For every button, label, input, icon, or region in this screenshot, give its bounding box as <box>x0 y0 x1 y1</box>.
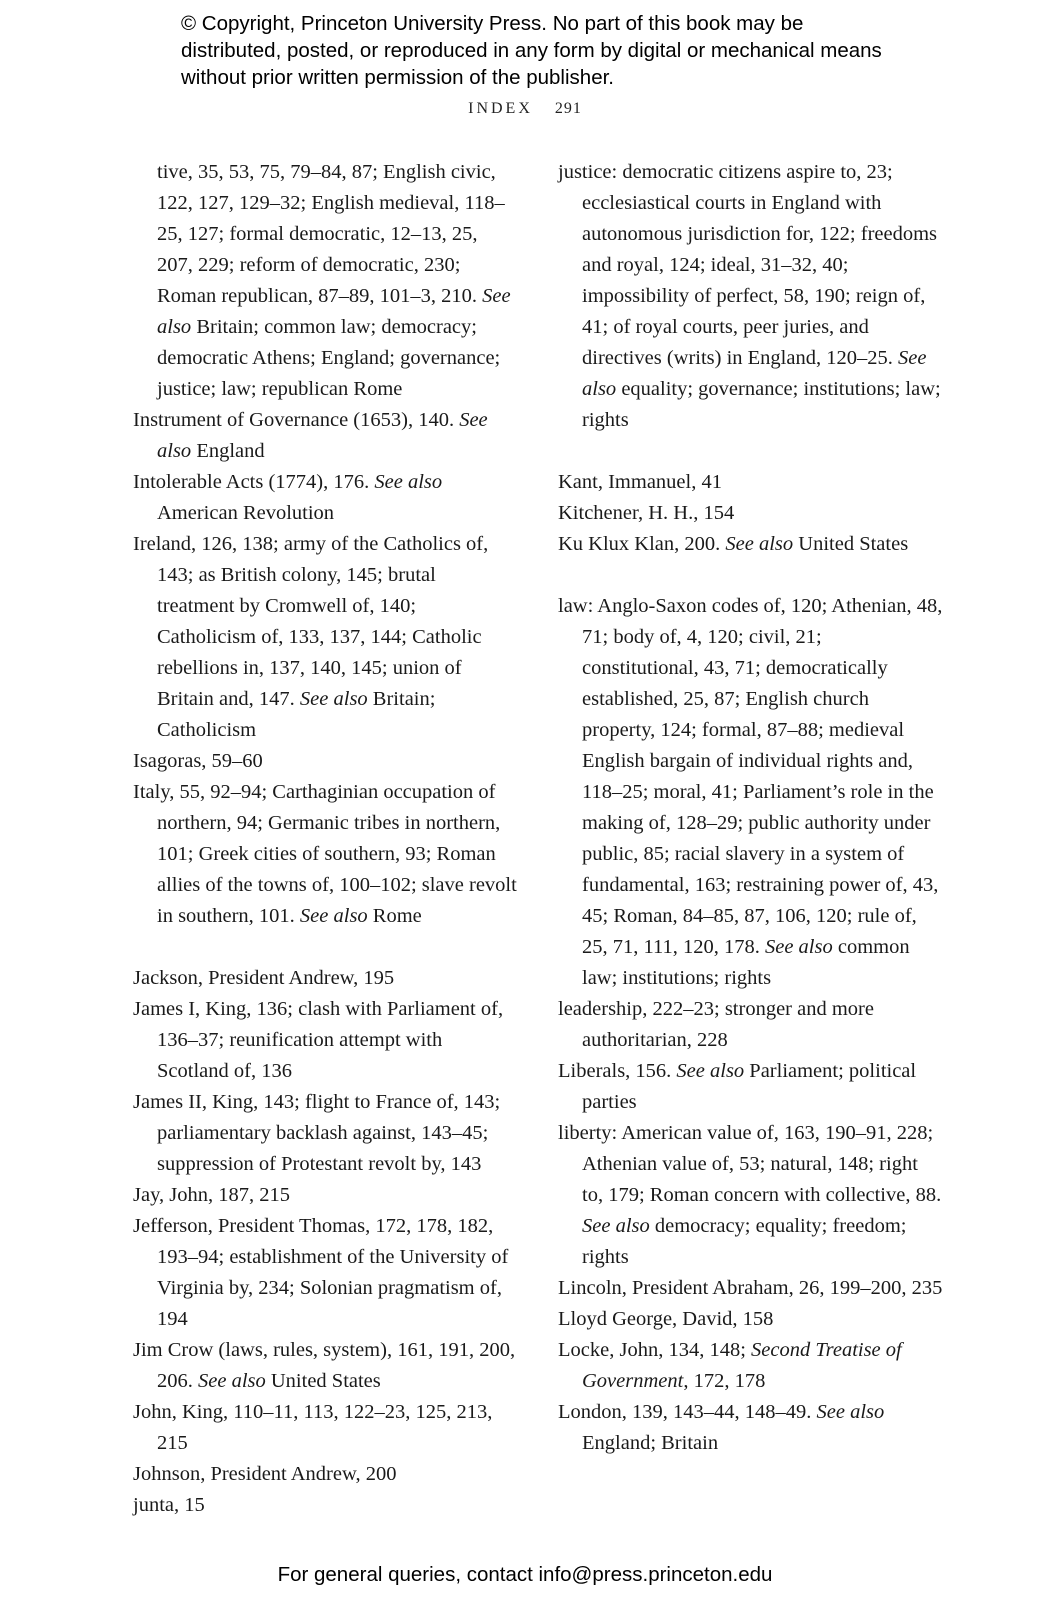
index-entry: Jay, John, 187, 215 <box>133 1184 290 1206</box>
index-entry: Kitchener, H. H., 154 <box>558 502 735 524</box>
running-head <box>0 100 1050 118</box>
index-entry: Jim Crow (laws, rules, system), 161, 191, 200, 206. See also United States <box>133 1339 516 1392</box>
index-entry: Instrument of Governance (1653), 140. See also England <box>133 409 488 462</box>
index-entry: tive, 35, 53, 75, 79–84, 87; English civic, 122, 127, 129–32; English medieval, 118–25, 127; formal democratic, 12–13, 25, 207, 229; reform of democratic, 230; Roman republican, 87–89, 101–3, 210. See also Britain; common law; democracy; democratic Athens; England; governance; justice; law; republican Rome <box>157 161 511 400</box>
index-entry: James I, King, 136; clash with Parliament of, 136–37; reunification attempt with Scotland of, 136 <box>133 998 504 1082</box>
index-entry: Liberals, 156. See also Parliament; political parties <box>558 1060 917 1113</box>
index-entry: Italy, 55, 92–94; Carthaginian occupation of northern, 94; Germanic tribes in northern, 101; Greek cities of southern, 93; Roman allies of the towns of, 100–102; slave revolt in southern, 101. See also Rome <box>133 781 517 927</box>
running-head-title: INDEX <box>468 100 533 117</box>
letter-group-gap <box>558 436 943 467</box>
index-entry: liberty: American value of, 163, 190–91, 228; Athenian value of, 53; natural, 148; right to, 179; Roman concern with collective, 88. See also democracy; equality; freedom; rights <box>558 1122 942 1268</box>
copyright-notice: © Copyright, Princeton University Press. No part of this book may be distributed, posted, or reproduced in any form by digital or mechanical means without prior written permission of the publisher. <box>181 12 882 89</box>
index-entry: Ireland, 126, 138; army of the Catholics of, 143; as British colony, 145; brutal treatment by Cromwell of, 140; Catholicism of, 133, 137, 144; Catholic rebellions in, 137, 140, 145; union of Britain and, 147. See also Britain; Catholicism <box>133 533 489 741</box>
index-entry: junta, 15 <box>133 1494 205 1516</box>
index-entry: law: Anglo-Saxon codes of, 120; Athenian, 48, 71; body of, 4, 120; civil, 21; constitutional, 43, 71; democratically established, 25, 87; English church property, 124; formal, 87–88; medieval English bargain of individual rights and, 118–25; moral, 41; Parliament’s role in the making of, 128–29; public authority under public, 85; racial slavery in a system of fundamental, 163; restraining power of, 43, 45; Roman, 84–85, 87, 106, 120; rule of, 25, 71, 111, 120, 178. See also common law; institutions; rights <box>558 595 943 989</box>
index-entry: justice: democratic citizens aspire to, 23; ecclesiastical courts in England with autonomous jurisdiction for, 122; freedoms and royal, 124; ideal, 31–32, 40; impossibility of perfect, 58, 190; reign of, 41; of royal courts, peer juries, and directives (writs) in England, 120–25. See also equality; governance; institutions; law; rights <box>558 161 941 431</box>
index-entry: Ku Klux Klan, 200. See also United States <box>558 533 909 555</box>
index-entry: Isagoras, 59–60 <box>133 750 263 772</box>
index-entry: London, 139, 143–44, 148–49. See also England; Britain <box>558 1401 885 1454</box>
index-entry: Lloyd George, David, 158 <box>558 1308 774 1330</box>
page-number: 291 <box>554 100 582 117</box>
index-column-right <box>558 157 943 1459</box>
index-entry: Jackson, President Andrew, 195 <box>133 967 395 989</box>
index-entry: Lincoln, President Abraham, 26, 199–200, 235 <box>558 1277 943 1299</box>
index-entry: Kant, Immanuel, 41 <box>558 471 722 493</box>
index-entry: John, King, 110–11, 113, 122–23, 125, 213, 215 <box>133 1401 493 1454</box>
index-entry: Intolerable Acts (1774), 176. See also American Revolution <box>133 471 443 524</box>
footer-contact: For general queries, contact info@press.princeton.edu <box>277 1563 773 1586</box>
letter-group-gap <box>558 560 943 591</box>
index-entry: leadership, 222–23; stronger and more authoritarian, 228 <box>558 998 874 1051</box>
index-column-left <box>133 157 518 1521</box>
letter-group-gap <box>133 932 518 963</box>
index-entry: James II, King, 143; flight to France of, 143; parliamentary backlash against, 143–45; suppression of Protestant revolt by, 143 <box>133 1091 501 1175</box>
index-entry: Locke, John, 134, 148; Second Treatise of Government, 172, 178 <box>558 1339 902 1392</box>
index-entry: Jefferson, President Thomas, 172, 178, 182, 193–94; establishment of the University of Virginia by, 234; Solonian pragmatism of, 194 <box>133 1215 509 1330</box>
index-entry: Johnson, President Andrew, 200 <box>133 1463 397 1485</box>
